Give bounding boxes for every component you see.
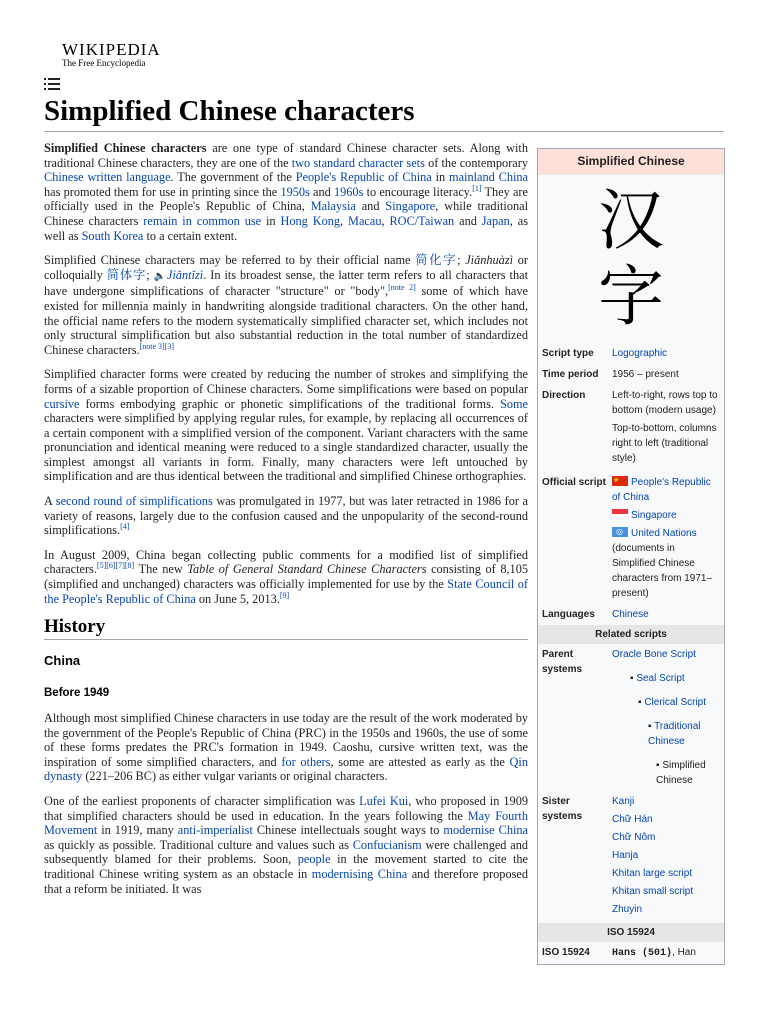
tagline: The Free Encyclopedia bbox=[62, 58, 146, 68]
citation[interactable]: [5][6][7][8] bbox=[96, 561, 135, 571]
infobox-section-iso: ISO 15924 bbox=[538, 923, 724, 942]
text: , while traditional Chinese characters bbox=[44, 199, 529, 228]
value: 1956 – present bbox=[612, 369, 679, 380]
link[interactable]: 1950s bbox=[280, 184, 310, 199]
text: . The government of the bbox=[170, 170, 296, 185]
value: Top-to-bottom, columns right to left (traditional style) bbox=[612, 423, 717, 464]
text: and bbox=[454, 213, 482, 228]
link[interactable]: Chinese written language bbox=[44, 170, 171, 185]
link[interactable]: Zhuyin bbox=[612, 904, 643, 915]
link[interactable]: modernising China bbox=[311, 866, 408, 881]
link[interactable]: Qin dynasty bbox=[44, 754, 528, 784]
citation[interactable]: [9] bbox=[279, 590, 290, 600]
text: (221–206 BC) as either vulgar variants or original characters. bbox=[82, 769, 388, 784]
link[interactable]: Confucianism bbox=[352, 837, 422, 852]
label: Direction bbox=[542, 390, 586, 401]
text: Chinese intellectuals sought ways to bbox=[252, 823, 444, 838]
link[interactable]: Japan bbox=[481, 213, 510, 228]
text: in the movement started to cite the traditional Chinese writing system as an obstacle in bbox=[44, 852, 528, 881]
italic-term: Jiǎnhuàzì bbox=[465, 253, 514, 268]
hanzi-char-2: 字 bbox=[598, 258, 664, 335]
wordmark: WIKIPEDIA bbox=[62, 40, 161, 59]
label: Languages bbox=[542, 609, 595, 620]
text: In August 2009, China began collecting public comments for a modified list of simplified characters. bbox=[44, 547, 528, 577]
text: ; bbox=[457, 253, 466, 268]
link[interactable]: Clerical Script bbox=[644, 697, 707, 708]
label: ISO 15924 bbox=[542, 947, 590, 958]
text: They are officially used in the People's Republic of China, bbox=[44, 184, 528, 214]
link[interactable]: Logographic bbox=[612, 348, 668, 359]
text: Simplified Chinese characters may be referred to by their official name bbox=[44, 253, 416, 268]
text: in 1919, many bbox=[97, 823, 178, 838]
paragraph-intro bbox=[44, 141, 528, 243]
text: Simplified character forms were created by reducing the number of strokes and simplifying the forms of a sizable proportion of Chinese characters. Some simplifications were based on popular bbox=[44, 367, 528, 396]
link[interactable]: mainland China bbox=[449, 170, 529, 185]
paragraph-naming bbox=[44, 253, 528, 357]
paragraph-forms bbox=[44, 367, 528, 484]
text: , bbox=[340, 213, 349, 228]
text: One of the earliest proponents of character simplification was bbox=[44, 793, 360, 808]
link[interactable]: Chinese bbox=[612, 609, 649, 620]
un-flag-icon bbox=[612, 527, 628, 537]
link[interactable]: People's Republic of China bbox=[295, 170, 432, 185]
value: Left-to-right, rows top to bottom (modern usage) bbox=[612, 390, 718, 416]
citation[interactable]: [1] bbox=[472, 183, 482, 193]
article-body bbox=[44, 141, 528, 906]
title-divider bbox=[44, 131, 724, 132]
paragraph-2009 bbox=[44, 548, 528, 606]
link[interactable]: Chữ Nôm bbox=[612, 832, 656, 843]
link[interactable]: Macau bbox=[348, 213, 382, 228]
link[interactable]: Chữ Hán bbox=[612, 814, 653, 825]
row-script-type bbox=[538, 343, 724, 364]
infobox-image[interactable] bbox=[538, 175, 724, 343]
text: , bbox=[381, 213, 390, 228]
row-iso bbox=[538, 942, 724, 964]
text: . In its broadest sense, the latter term refers to all characters that have undergone simplifications of character "structure" or "body", bbox=[44, 267, 528, 299]
infobox-section-related: Related scripts bbox=[538, 625, 724, 644]
value: , Han bbox=[672, 947, 696, 958]
text: was promulgated in 1977, but was later retracted in 1986 for a variety of reasons, largely due to the confusion caused and the unpopularity of the second-round simplifications. bbox=[44, 494, 528, 538]
link[interactable]: Oracle Bone Script bbox=[612, 649, 696, 660]
link[interactable]: Some bbox=[499, 396, 528, 411]
link[interactable]: Hanja bbox=[612, 850, 639, 861]
infobox-title: Simplified Chinese bbox=[538, 149, 724, 175]
text: , as well as bbox=[44, 213, 528, 243]
link[interactable]: May Fourth Movement bbox=[44, 808, 528, 838]
text: ; bbox=[146, 267, 154, 282]
value: (documents in Simplified Chinese characters from 1971–present) bbox=[612, 543, 713, 599]
section-heading-history: History bbox=[44, 620, 528, 640]
text: has promoted them for use in printing since the bbox=[44, 184, 281, 199]
text: on June 5, 2013. bbox=[195, 591, 280, 606]
link[interactable]: 简化字 bbox=[415, 253, 458, 268]
text: some of which have existed for millennia mainly in handwriting alongside traditional characters. On the other hand, the official name refers to the modern systematically simplified character set, which includes not only structural simplification but also substantial reduction in the total number of standardized Chinese characters. bbox=[44, 284, 528, 357]
text: to a certain extent. bbox=[143, 228, 238, 243]
link[interactable]: Malaysia bbox=[310, 199, 356, 214]
subsection-heading-before-1949: Before 1949 bbox=[44, 687, 110, 700]
bold-term: Simplified Chinese characters bbox=[44, 141, 207, 155]
infobox bbox=[537, 148, 725, 965]
link[interactable]: Lufei Kui bbox=[359, 793, 409, 808]
link[interactable]: 简体字 bbox=[106, 267, 147, 282]
link[interactable]: anti-imperialist bbox=[177, 823, 253, 838]
italic-term: Table of General Standard Chinese Characters bbox=[187, 562, 427, 577]
link[interactable]: People's Republic of China bbox=[612, 477, 711, 503]
label: Time period bbox=[542, 369, 599, 380]
text: of the contemporary bbox=[424, 155, 528, 170]
text: , some are attested as early as the bbox=[330, 754, 510, 769]
link[interactable]: 1960s bbox=[333, 184, 364, 199]
value: Simplified Chinese bbox=[656, 760, 706, 786]
paragraph-second-round bbox=[44, 494, 528, 538]
text: in bbox=[431, 170, 450, 185]
text: A bbox=[44, 494, 56, 509]
link[interactable]: remain in common use bbox=[143, 213, 262, 228]
text: , who proposed in 1909 that simplified characters should be used in education. In the years following the bbox=[44, 793, 528, 823]
text: Although most simplified Chinese characters in use today are the result of the work moderated by the government of the People's Republic of China (PRC) in the 1950s and 1960s, the use of some of these forms predates the PRC's formation in 1949. Caoshu, cursive written text, was the inspiration of some simplified characters, and bbox=[44, 711, 528, 769]
citation[interactable]: [note 3][3] bbox=[139, 341, 175, 351]
row-official-script bbox=[538, 472, 724, 604]
text: in bbox=[261, 213, 281, 228]
label: Official script bbox=[542, 477, 606, 488]
link[interactable]: two standard character sets bbox=[291, 155, 425, 170]
paragraph-lufei-kui bbox=[44, 794, 528, 896]
text: consisting of 8,105 (simplified and unchanged) characters was officially implemented for use by the bbox=[44, 562, 528, 592]
text: are one type of standard Chinese character sets. Along with traditional Chinese characters, they are one of the bbox=[44, 141, 528, 170]
row-direction bbox=[538, 385, 724, 472]
link[interactable]: Hong Kong bbox=[280, 213, 341, 228]
link[interactable]: Khitan small script bbox=[612, 886, 694, 897]
link[interactable]: Singapore bbox=[631, 510, 677, 521]
paragraph-before-1949 bbox=[44, 711, 528, 784]
link[interactable]: modernise China bbox=[443, 823, 528, 838]
label: Script type bbox=[542, 348, 594, 359]
text: and therefore proposed that a reform be initiated. It was bbox=[44, 866, 528, 896]
row-languages bbox=[538, 604, 724, 625]
text: forms embodying graphic or phonetic simplifications of the traditional forms. bbox=[79, 396, 500, 411]
link[interactable]: United Nations bbox=[631, 528, 697, 539]
text: to encourage literacy. bbox=[363, 184, 473, 199]
china-flag-icon bbox=[612, 476, 628, 486]
text: were challenged and subsequently blamed for their problems. Soon, bbox=[44, 837, 528, 867]
speaker-icon[interactable]: 🔈 bbox=[153, 270, 167, 282]
hanzi-char-1: 汉 bbox=[598, 182, 664, 259]
citation[interactable]: [note 2] bbox=[388, 283, 416, 293]
text: as quickly as possible. Traditional culture and values such as bbox=[44, 837, 353, 852]
link[interactable]: Kanji bbox=[612, 796, 635, 807]
text: characters were simplified by applying regular rules, for example, by replacing all occurrences of a certain component with a simplified version of the component. Variant characters with the same pronunciation and identical meaning were reduced to a single standardized character, usually the simplest amongst all variants in form. Finally, many characters were left untouched by simplification and are thus identical between the traditional and simplified Chinese orthographies. bbox=[44, 411, 528, 484]
row-time-period bbox=[538, 364, 724, 385]
link[interactable]: Traditional Chinese bbox=[648, 721, 701, 747]
citation[interactable]: [4] bbox=[120, 522, 130, 532]
wikipedia-logo[interactable] bbox=[62, 40, 161, 68]
text: and bbox=[355, 199, 386, 214]
text: or colloquially bbox=[44, 253, 528, 282]
label: Sister systems bbox=[542, 796, 583, 822]
row-parent-systems bbox=[538, 644, 724, 791]
list-icon[interactable] bbox=[44, 78, 60, 90]
subsection-heading-china: China bbox=[44, 652, 81, 668]
link[interactable]: ROC/Taiwan bbox=[389, 213, 455, 228]
link[interactable]: cursive bbox=[44, 396, 80, 411]
text: and bbox=[309, 184, 334, 199]
iso-code: Hans (501) bbox=[612, 948, 673, 959]
link[interactable]: Singapore bbox=[385, 199, 436, 214]
link[interactable]: Khitan large script bbox=[612, 868, 693, 879]
row-sister-systems bbox=[538, 791, 724, 923]
text: The new bbox=[134, 562, 188, 577]
link[interactable]: State Council of the People's Republic of China bbox=[44, 577, 528, 606]
page-title: Simplified Chinese characters bbox=[44, 95, 415, 127]
italic-term[interactable]: Jiǎntǐzì bbox=[167, 267, 204, 282]
link[interactable]: Seal Script bbox=[636, 673, 685, 684]
label: Parent systems bbox=[542, 649, 583, 675]
link[interactable]: for others bbox=[281, 754, 331, 769]
link[interactable]: second round of simplifications bbox=[55, 494, 213, 509]
link[interactable]: people bbox=[297, 852, 331, 867]
link[interactable]: South Korea bbox=[81, 228, 144, 243]
singapore-flag-icon bbox=[612, 509, 628, 519]
